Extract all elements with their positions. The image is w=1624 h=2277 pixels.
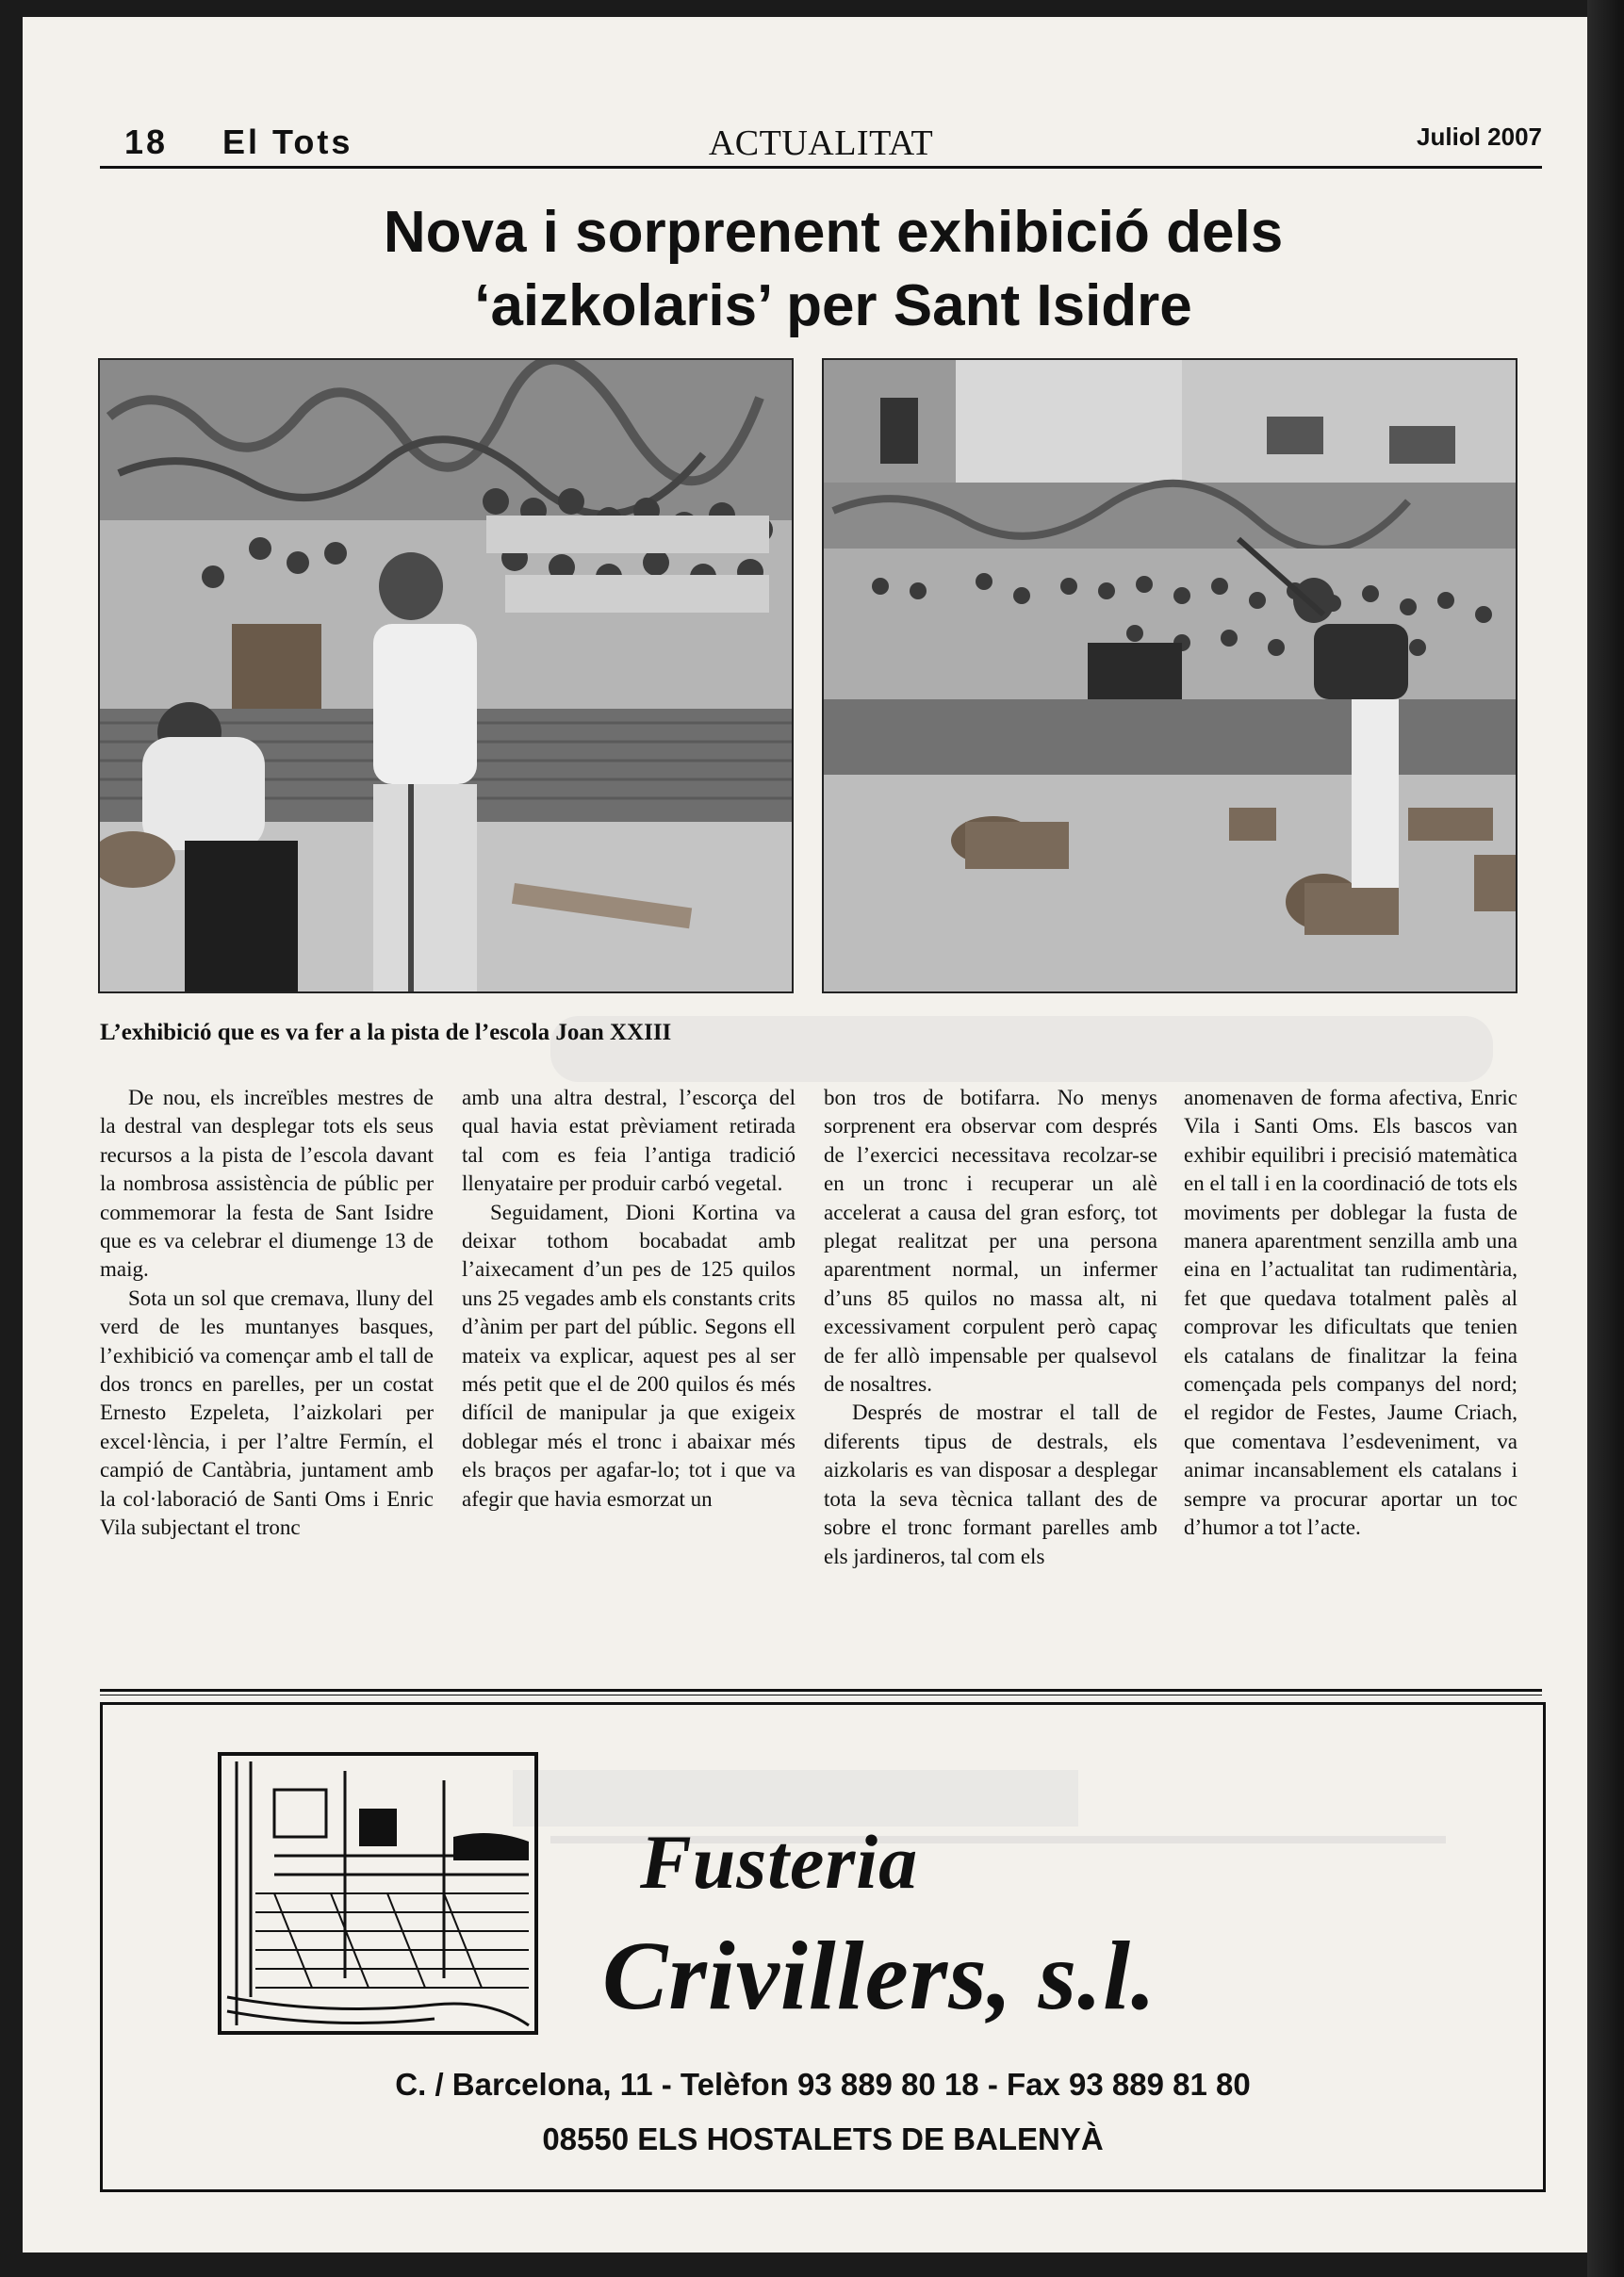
advertisement	[100, 1702, 1546, 2192]
page-number: 18	[124, 123, 169, 161]
advert-top-rule	[100, 1689, 1542, 1692]
newspaper-page	[23, 17, 1587, 2252]
magazine-name: El Tots	[222, 123, 353, 161]
section-title: ACTUALITAT	[708, 123, 934, 163]
article-paragraph: anomenaven de forma afectiva, Enric Vila i Santi Oms. Els bascos van exhibir equilibri i precisió matemàtica en el tall i en la coordinació de tots els moviments per doblegar la fusta de manera aparentment senzilla amb una eina en l’actualitat tan rudimentària, fet que quedava totalment palès al comprovar les dificultats que tenien els catalans de finalitzar la feina començada pels companys del nord; el regidor de Festes, Jaume Criach, que comentava l’esdeveniment, va animar incansablement els catalans i sempre va procurar aportar un toc d’humor a tot l’acte.	[1184, 1086, 1517, 1540]
article-paragraph: Després de mostrar el tall de diferents tipus de destrals, els aizkolaris es van disposar a desplegar tota la seva tècnica tallant des de sobre el tronc formant parelles amb els jardineros, tal com els	[824, 1401, 1157, 1568]
issue-date: Juliol 2007	[1417, 123, 1542, 151]
carpentry-workshop-illustration	[218, 1752, 538, 2035]
header-rule	[100, 166, 1542, 169]
photo-left-drawing	[100, 360, 792, 991]
article-column-3	[824, 1084, 1157, 1678]
article-paragraph: De nou, els increïbles mestres de la destral van desplegar tots els seus recursos a la pista de l’escola davant la nombrosa assistència de públic per commemorar la festa de Sant Isidre que es va celebrar el diumenge 13 de maig.	[100, 1086, 434, 1282]
page-header	[100, 104, 1542, 170]
article-column-4	[1184, 1084, 1517, 1678]
advert-brand-line-2: Crivillers, s.l.	[602, 1922, 1157, 2030]
article-paragraph: amb una altra destral, l’escorça del qual havia estat prèviament retirada tal com es feia l’antiga tradició llenyataire per produir carbó vegetal.	[462, 1086, 796, 1196]
article-paragraph: bon tros de botifarra. No menys sorprenent era observar com després de l’exercici necessitava recolzar-se en un tronc i recuperar un alè accelerat a causa del gran esforç, tot plegat realitzat per una persona aparentment normal, un infermer d’uns 85 quilos no massa alt, ni excessivament corpulent però capaç de fer allò impensable per qualsevol de nosaltres.	[824, 1086, 1157, 1397]
article-paragraph: Seguidament, Dioni Kortina va deixar tothom bocabadat amb l’aixecament d’un pes de 125 quilos uns 25 vegades amb els constants crits d’ànim per part del públic. Segons ell mateix va explicar, aquest pes al ser més petit que el de 200 quilos és més difícil de manipular ja que exigeix doblegar més el tronc i abaixar més els braços per agafar-lo; tot i que va afegir que havia esmorzat un	[462, 1200, 796, 1511]
headline-line-2: ‘aizkolaris’ per Sant Isidre	[474, 273, 1192, 338]
advert-town: 08550 ELS HOSTALETS DE BALENYÀ	[542, 2121, 1104, 2156]
article-paragraph: Sota un sol que cremava, lluny del verd de les muntanyes basques, l’exhibició va començar amb el tall de dos troncs en parelles, per un costat Ernesto Ezpeleta, l’aizkolari per excel·lència, i per l’altre Fermín, el campió de Cantàbria, juntament amb la col·laboració de Santi Oms i Enric Vila subjectant el tronc	[100, 1286, 434, 1540]
article-column-2	[462, 1084, 796, 1678]
advert-address: C. / Barcelona, 11 - Telèfon 93 889 80 18 - Fax 93 889 81 80	[395, 2067, 1251, 2102]
article-headline	[136, 196, 1531, 343]
photo-right-drawing	[824, 360, 1516, 991]
photo-caption: L’exhibició que es va fer a la pista de l’escola Joan XXIII	[100, 1020, 672, 1045]
headline-line-1: Nova i sorprenent exhibició dels	[383, 200, 1284, 265]
advert-brand-line-1: Fusteria	[640, 1819, 919, 1905]
article-column-1	[100, 1084, 434, 1678]
aizkolari-on-log-photo	[822, 358, 1517, 993]
scan-edge	[1587, 0, 1624, 2277]
aizkolari-log-chopping-photo	[98, 358, 794, 993]
